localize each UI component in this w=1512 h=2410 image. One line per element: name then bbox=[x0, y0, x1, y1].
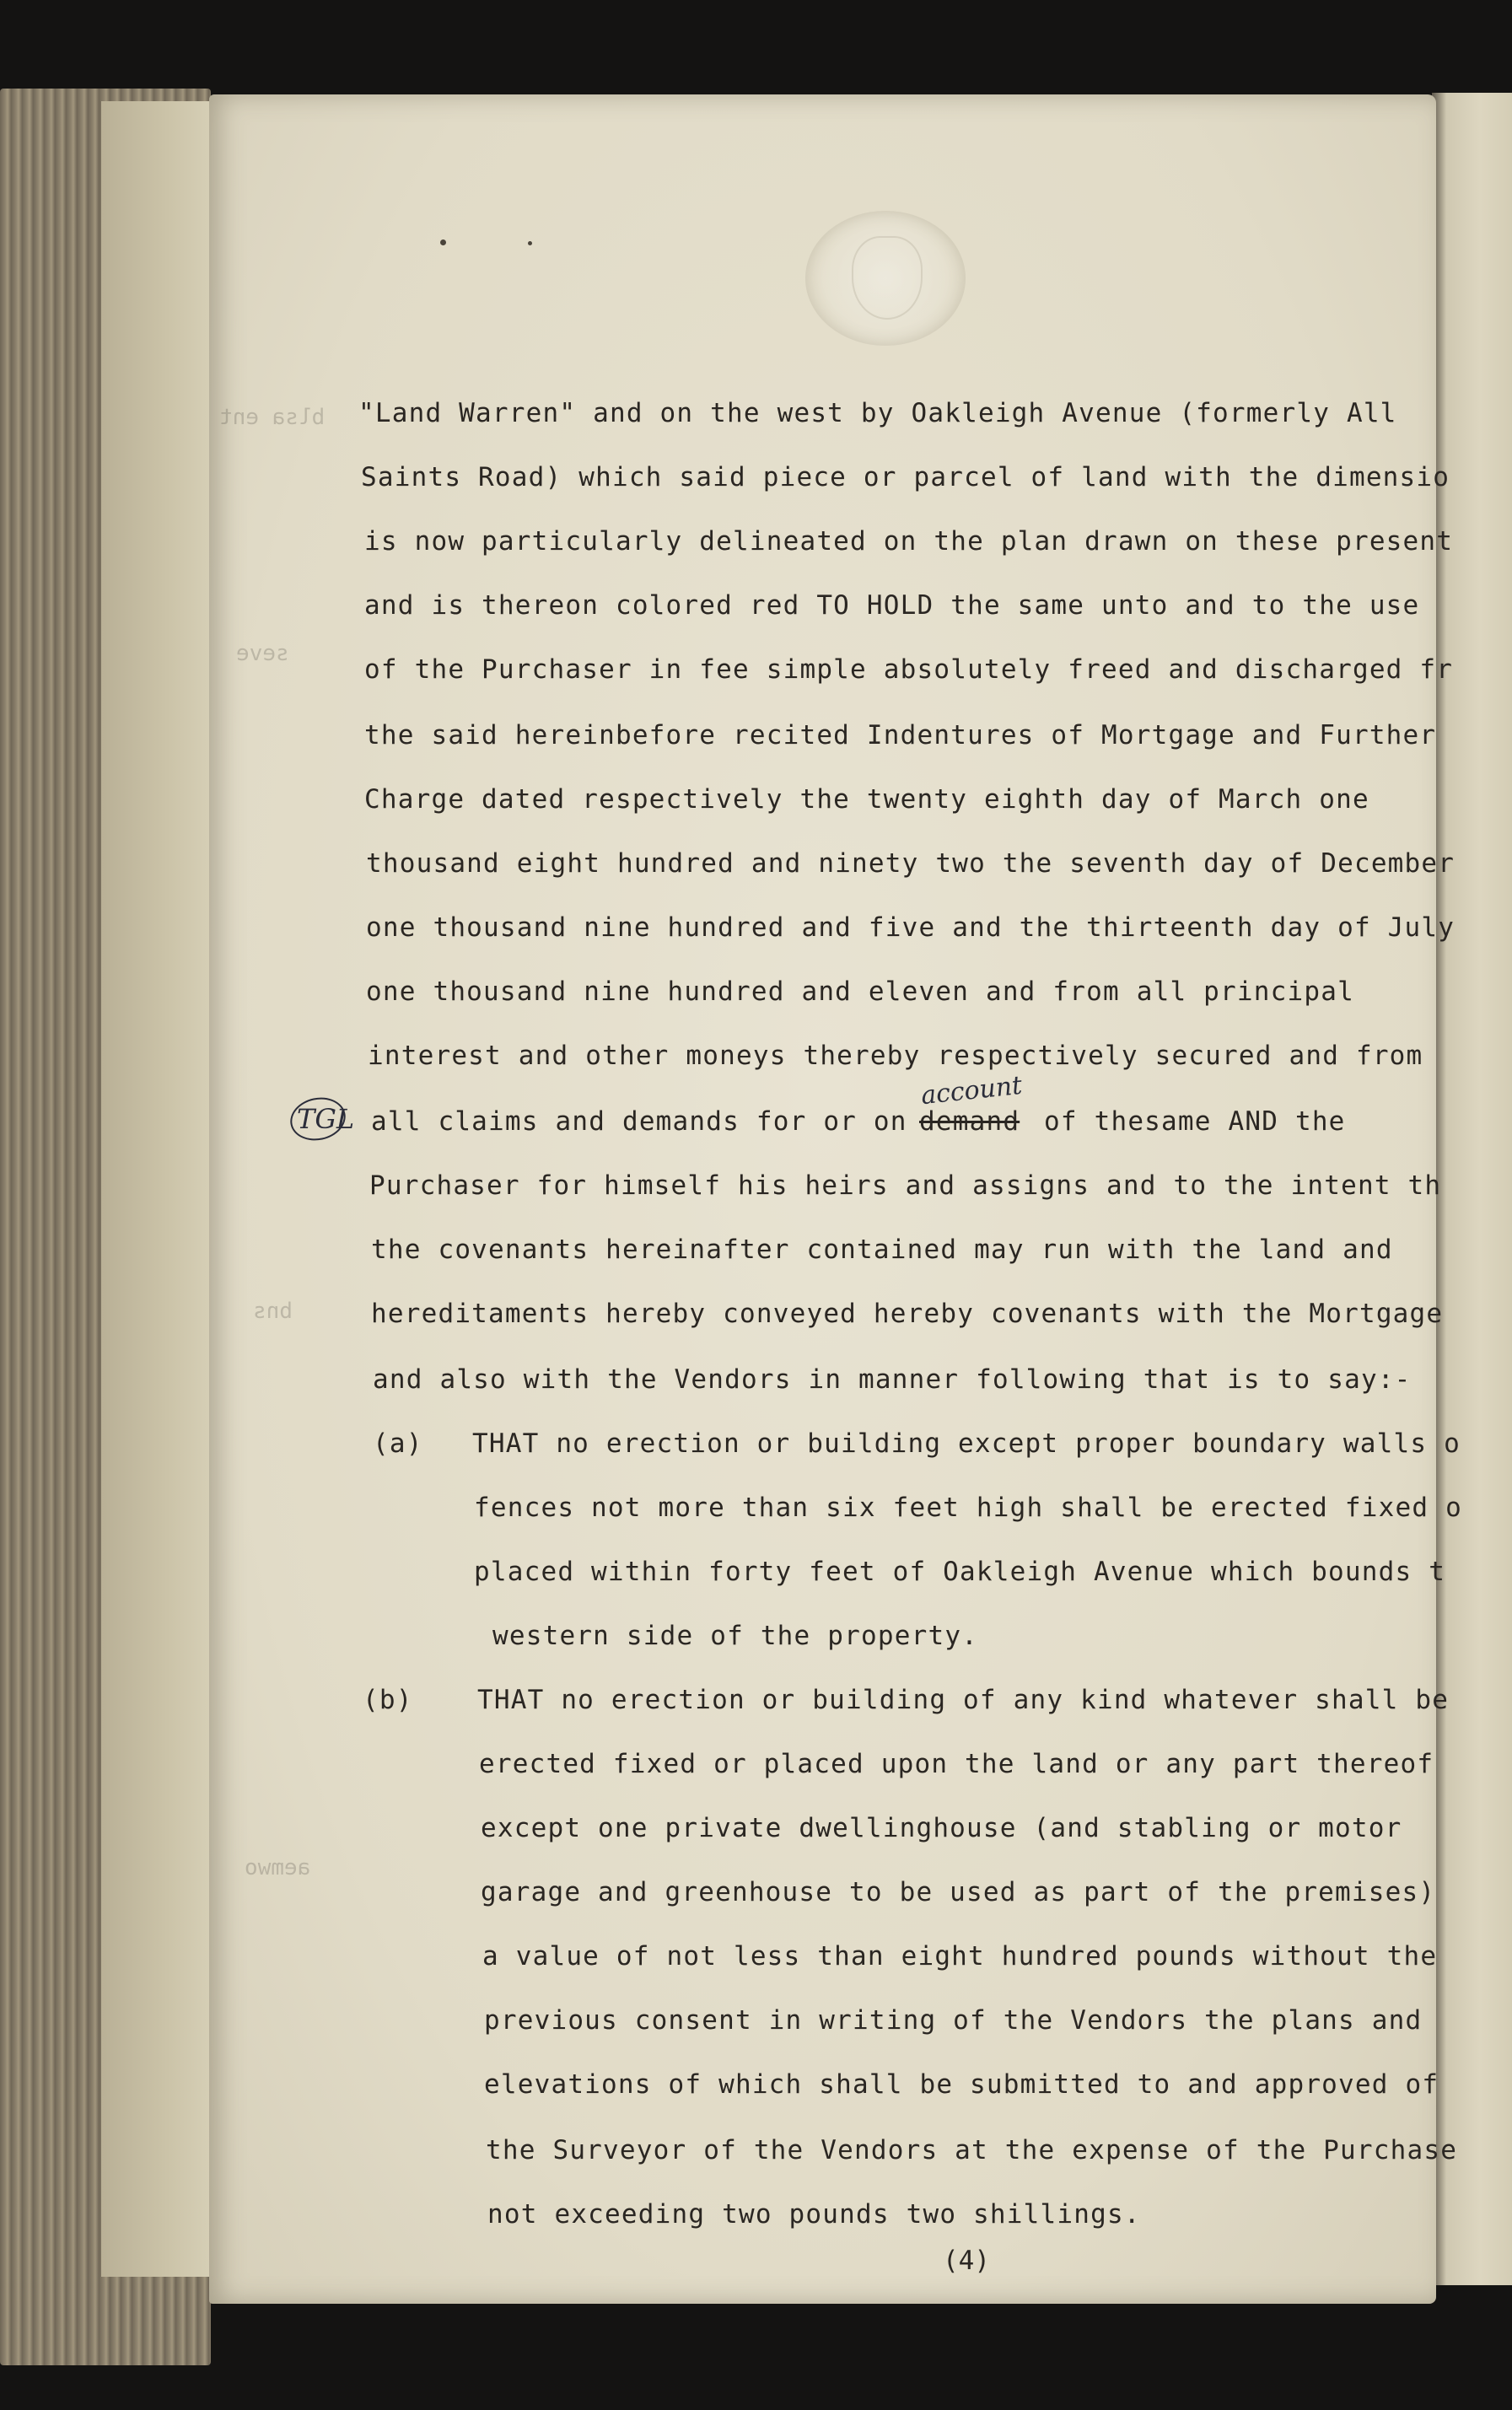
doc-line-8: thousand eight hundred and ninety two the seventh day of December bbox=[366, 848, 1456, 879]
doc-line-6: the said hereinbefore recited Indentures of Mortgage and Further bbox=[364, 720, 1437, 750]
clause-a-line-4: western side of the property. bbox=[492, 1621, 979, 1651]
clause-b-line-2: erected fixed or placed upon the land or any part thereof bbox=[479, 1749, 1434, 1779]
bleed-through-text: aemwo bbox=[245, 1855, 311, 1880]
clause-b-line-7: elevations of which shall be submitted to and approved of bbox=[484, 2069, 1439, 2100]
doc-line-12a: all claims and demands for or on bbox=[371, 1106, 907, 1137]
clause-a-line-1: THAT no erection or building except proper boundary walls o bbox=[472, 1428, 1461, 1459]
bleed-through-text: seve bbox=[236, 641, 289, 666]
clause-b-line-5: a value of not less than eight hundred pounds without the bbox=[482, 1941, 1438, 1972]
doc-line-2: Saints Road) which said piece or parcel of land with the dimensio bbox=[361, 462, 1450, 492]
doc-line-10: one thousand nine hundred and eleven and from all principal bbox=[366, 976, 1354, 1007]
doc-line-11: interest and other moneys thereby respectively secured and from bbox=[368, 1041, 1423, 1071]
clause-b-line-9: not exceeding two pounds two shillings. bbox=[487, 2199, 1141, 2230]
clause-b-line-8: the Surveyor of the Vendors at the expense of the Purchase bbox=[486, 2135, 1458, 2165]
clause-b-line-3: except one private dwellinghouse (and stabling or motor bbox=[481, 1813, 1402, 1843]
page-number: (4) bbox=[943, 2246, 990, 2276]
paper-mark bbox=[528, 241, 532, 245]
struck-word: demand bbox=[919, 1106, 1020, 1137]
doc-line-14: the covenants hereinafter contained may run with the land and bbox=[371, 1235, 1393, 1265]
bleed-through-text: bns bbox=[253, 1299, 293, 1324]
facing-page-edge bbox=[1432, 93, 1512, 2285]
embossed-seal bbox=[805, 211, 966, 346]
doc-line-3: is now particularly delineated on the plan drawn on these present bbox=[364, 526, 1454, 557]
doc-line-1: "Land Warren" and on the west by Oakleigh Avenue (formerly All bbox=[358, 398, 1397, 428]
doc-line-13: Purchaser for himself his heirs and assigns and to the intent th bbox=[369, 1170, 1442, 1201]
page-stack-left bbox=[101, 101, 211, 2277]
margin-initials: TGL bbox=[297, 1103, 355, 1135]
paper-mark bbox=[440, 239, 446, 245]
clause-b-line-6: previous consent in writing of the Vendors the plans and bbox=[484, 2005, 1423, 2036]
bleed-through-text: blsa ent bbox=[219, 405, 326, 430]
clause-b-label: (b) bbox=[363, 1685, 413, 1715]
doc-line-7: Charge dated respectively the twenty eighth day of March one bbox=[364, 784, 1369, 815]
doc-line-12b: of thesame AND the bbox=[1044, 1106, 1346, 1137]
clause-a-line-3: placed within forty feet of Oakleigh Avenue which bounds t bbox=[474, 1557, 1446, 1587]
clause-b-line-4: garage and greenhouse to be used as part of the premises) bbox=[481, 1877, 1436, 1907]
clause-b-line-1: THAT no erection or building of any kind whatever shall be bbox=[477, 1685, 1450, 1715]
doc-line-15: hereditaments hereby conveyed hereby covenants with the Mortgage bbox=[371, 1299, 1444, 1329]
clause-a-line-2: fences not more than six feet high shall be erected fixed o bbox=[474, 1493, 1462, 1523]
doc-line-9: one thousand nine hundred and five and the thirteenth day of July bbox=[366, 912, 1456, 943]
doc-line-5: of the Purchaser in fee simple absolutely freed and discharged fr bbox=[364, 654, 1454, 685]
doc-line-16: and also with the Vendors in manner following that is to say:- bbox=[373, 1364, 1412, 1395]
clause-a-label: (a) bbox=[373, 1428, 423, 1459]
doc-line-4: and is thereon colored red TO HOLD the same unto and to the use bbox=[364, 590, 1420, 621]
handwritten-insertion: account bbox=[919, 1070, 1024, 1111]
